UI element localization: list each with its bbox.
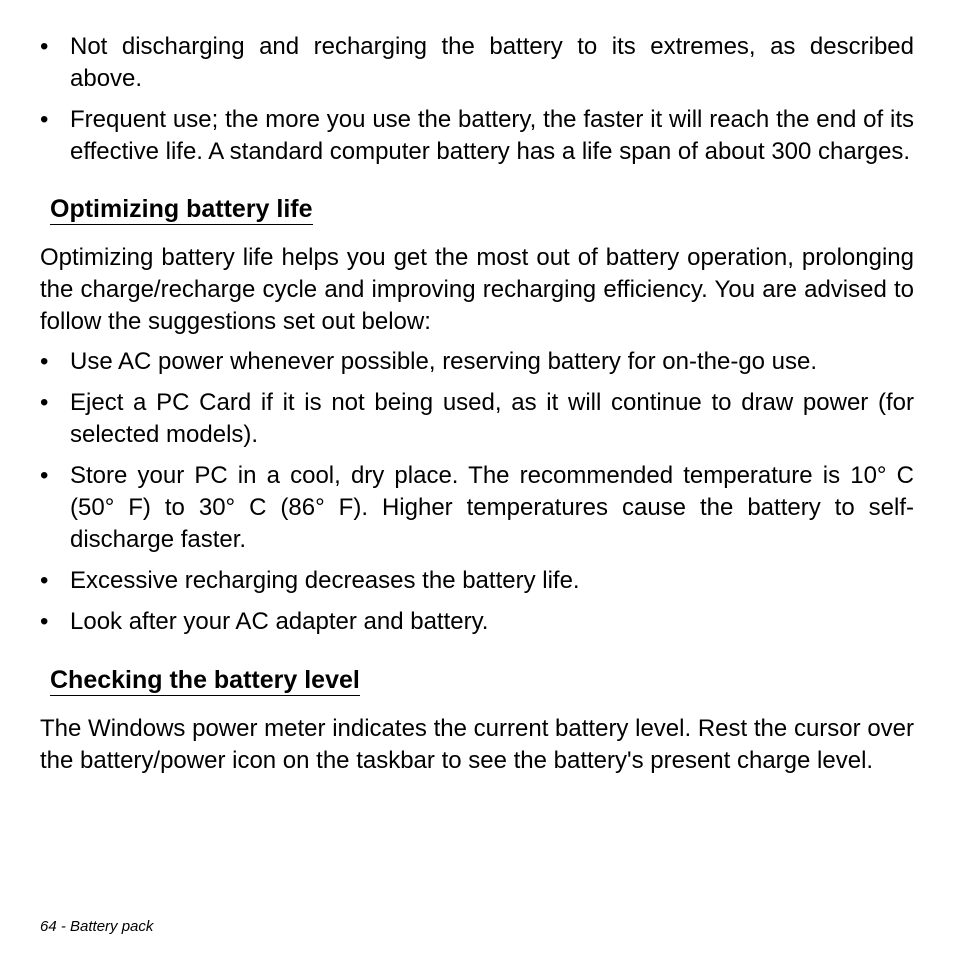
optimizing-bullet-list	[40, 346, 914, 638]
list-item	[40, 606, 914, 638]
bullet-text: Excessive recharging decreases the battery life.	[70, 567, 580, 594]
checking-body-paragraph: The Windows power meter indicates the current battery level. Rest the cursor over the battery/power icon on the taskbar to see the battery's present charge level.	[40, 715, 914, 774]
bullet-text: Store your PC in a cool, dry place. The recommended temperature is 10° C (50° F) to 30° C (86° F). Higher temperatures cause the battery to self-discharge faster.	[70, 462, 914, 553]
bullet-text: Look after your AC adapter and battery.	[70, 608, 489, 635]
bullet-text: Eject a PC Card if it is not being used, as it will continue to draw power (for selected models).	[70, 389, 914, 448]
optimizing-intro-paragraph: Optimizing battery life helps you get the most out of battery operation, prolonging the charge/recharge cycle and improving recharging efficiency. You are advised to follow the suggestions set out below:	[40, 244, 914, 335]
bullet-marker: •	[40, 106, 49, 133]
list-item	[40, 31, 914, 95]
bullet-marker: •	[40, 462, 49, 489]
bullet-marker: •	[40, 567, 49, 594]
bullet-marker: •	[40, 389, 49, 416]
bullet-marker: •	[40, 608, 49, 635]
section-heading-optimizing	[40, 193, 914, 225]
page-content	[40, 31, 914, 785]
section-heading-checking	[40, 664, 914, 696]
section-heading-text: Checking the battery level	[50, 666, 360, 694]
bullet-text: Use AC power whenever possible, reserving battery for on-the-go use.	[70, 348, 818, 375]
bullet-marker: •	[40, 348, 49, 375]
bullet-text: Frequent use; the more you use the battery, the faster it will reach the end of its effective life. A standard computer battery has a life span of about 300 charges.	[70, 106, 914, 165]
bullet-marker: •	[40, 33, 49, 60]
list-item	[40, 346, 914, 378]
list-item	[40, 104, 914, 168]
list-item	[40, 565, 914, 597]
list-item	[40, 460, 914, 556]
list-item	[40, 387, 914, 451]
section-heading-text: Optimizing battery life	[50, 195, 313, 223]
page-footer: 64 - Battery pack	[40, 918, 154, 935]
bullet-text: Not discharging and recharging the battery to its extremes, as described above.	[70, 33, 914, 92]
top-bullet-list	[40, 31, 914, 168]
